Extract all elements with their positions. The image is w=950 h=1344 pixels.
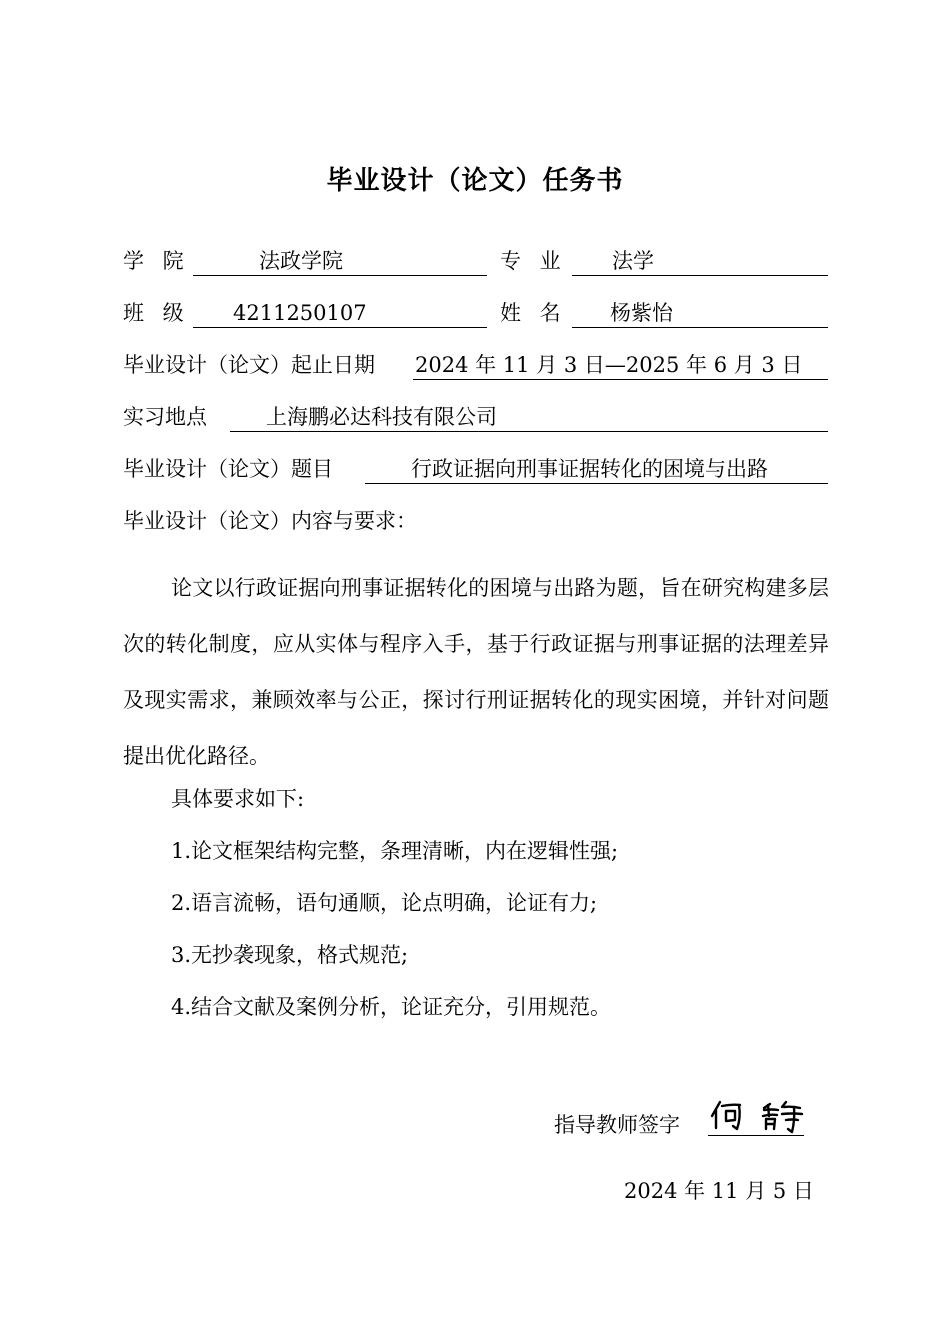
supervisor-signature-label: 指导教师签字 — [554, 1113, 680, 1137]
requirement-item: 3.无抄袭现象，格式规范; — [171, 943, 409, 967]
major-value: 法学 — [612, 249, 654, 273]
name-field — [572, 299, 828, 328]
content-paragraph: 论文以行政证据向刑事证据转化的困境与出路为题，旨在研究构建多层次的转化制度，应从实体与程序入手，基于行政证据与刑事证据的法理差异及现实需求，兼顾效率与公正，探讨行刑证据转化的现实困境，并针对问题提出优化路径。 — [123, 576, 829, 768]
dates-value: 2024 年 11 月 3 日—2025 年 6 月 3 日 — [415, 353, 803, 377]
dates-field — [413, 351, 828, 380]
requirement-item: 1.论文框架结构完整，条理清晰，内在逻辑性强; — [171, 839, 619, 863]
handwritten-signature — [706, 1094, 810, 1138]
class-value: 4211250107 — [233, 301, 367, 325]
location-label: 实习地点 — [123, 405, 207, 429]
class-field — [193, 299, 487, 328]
class-label: 班 级 — [123, 301, 190, 325]
major-label: 专 业 — [500, 249, 567, 273]
topic-value: 行政证据向刑事证据转化的困境与出路 — [411, 457, 768, 481]
requirements-intro: 具体要求如下: — [171, 787, 305, 811]
location-field — [230, 403, 828, 432]
college-value: 法政学院 — [259, 249, 343, 273]
location-value: 上海鹏必达科技有限公司 — [266, 405, 497, 429]
name-label: 姓 名 — [500, 301, 567, 325]
college-label: 学 院 — [123, 249, 190, 273]
topic-label: 毕业设计（论文）题目 — [123, 457, 333, 481]
document-title: 毕业设计（论文）任务书 — [326, 166, 624, 196]
content-label: 毕业设计（论文）内容与要求： — [123, 509, 417, 533]
major-field — [572, 247, 828, 276]
dates-label: 毕业设计（论文）起止日期 — [123, 353, 375, 377]
topic-field — [365, 455, 828, 484]
requirement-item: 4.结合文献及案例分析，论证充分，引用规范。 — [171, 995, 612, 1019]
college-field — [193, 247, 487, 276]
requirement-item: 2.语言流畅，语句通顺，论点明确，论证有力; — [171, 891, 598, 915]
signature-date: 2024 年 11 月 5 日 — [624, 1179, 814, 1203]
name-value: 杨紫怡 — [610, 301, 673, 325]
